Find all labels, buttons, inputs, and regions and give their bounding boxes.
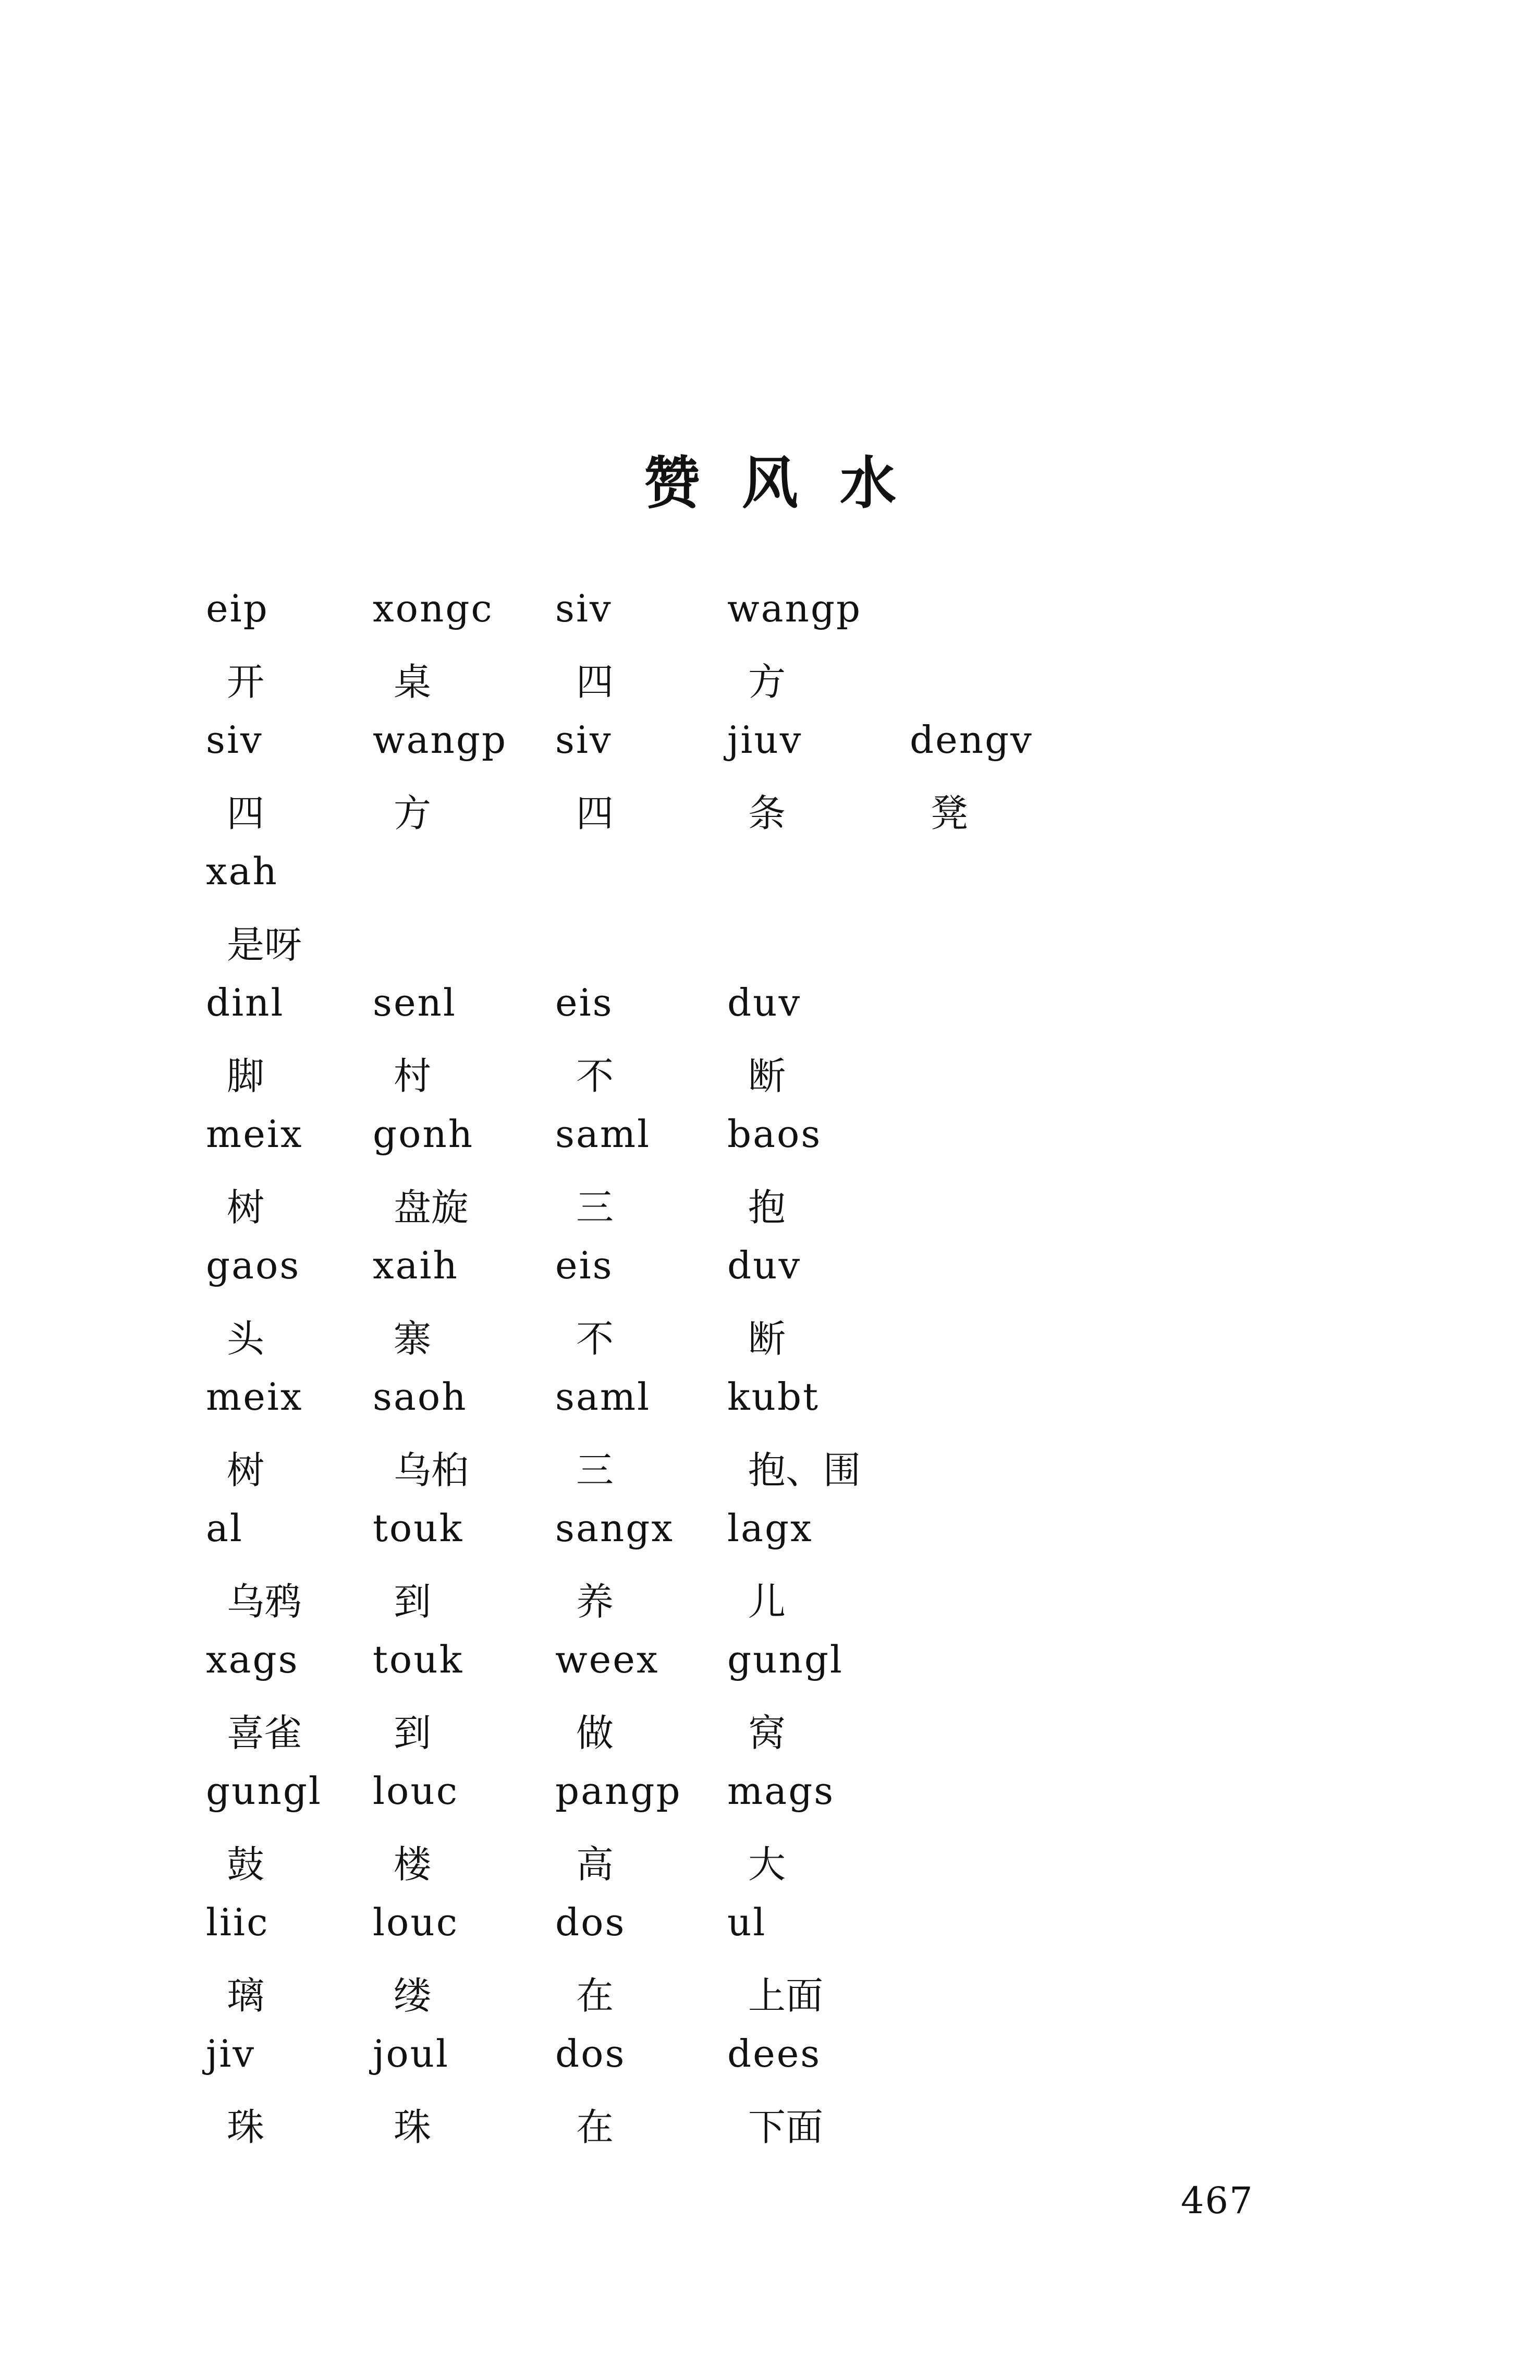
chinese-gloss-word: 到	[394, 1580, 432, 1624]
romanized-word: eis	[555, 1243, 614, 1287]
romanized-word: xah	[206, 849, 278, 893]
romanized-line	[206, 587, 1353, 652]
romanized-word: meix	[206, 1375, 303, 1419]
romanized-line	[206, 718, 1353, 783]
romanized-word: xaih	[373, 1243, 459, 1287]
romanized-word: siv	[555, 718, 613, 762]
chinese-gloss-word: 不	[576, 1317, 614, 1361]
romanized-word: lagx	[727, 1506, 813, 1550]
romanized-word: kubt	[727, 1375, 820, 1419]
chinese-gloss-word: 凳	[931, 791, 969, 835]
chinese-gloss-word: 头	[227, 1317, 265, 1361]
chinese-gloss-word: 养	[576, 1580, 614, 1624]
romanized-word: duv	[727, 1243, 802, 1287]
chinese-gloss-word: 儿	[748, 1580, 786, 1624]
chinese-gloss-line	[206, 1571, 1353, 1638]
chinese-gloss-line	[206, 1703, 1353, 1769]
romanized-line	[206, 1375, 1353, 1440]
romanized-word: mags	[727, 1769, 835, 1813]
chinese-gloss-word: 在	[576, 2105, 614, 2149]
romanized-word: ul	[727, 1900, 767, 1944]
chinese-gloss-word: 脚	[227, 1054, 265, 1098]
chinese-gloss-word: 不	[576, 1054, 614, 1098]
chinese-gloss-word: 楼	[394, 1842, 432, 1886]
page-title: 赞风水	[643, 451, 938, 516]
chinese-gloss-word: 到	[394, 1711, 432, 1755]
romanized-word: jiv	[206, 2032, 256, 2076]
chinese-gloss-line	[206, 2097, 1353, 2163]
chinese-gloss-word: 大	[748, 1842, 786, 1886]
romanized-word: xongc	[373, 587, 494, 630]
chinese-gloss-word: 上面	[748, 1974, 824, 2018]
romanized-word: al	[206, 1506, 243, 1550]
chinese-gloss-word: 在	[576, 1974, 614, 2018]
romanized-word: siv	[555, 587, 613, 630]
romanized-word: eis	[555, 981, 614, 1024]
chinese-gloss-line	[206, 1966, 1353, 2032]
chinese-gloss-line	[206, 1834, 1353, 1900]
romanized-word: joul	[373, 2032, 450, 2076]
romanized-word: weex	[555, 1638, 659, 1681]
chinese-gloss-word: 村	[394, 1054, 432, 1098]
romanized-word: siv	[206, 718, 263, 762]
chinese-gloss-word: 寨	[394, 1317, 432, 1361]
romanized-word: gonh	[373, 1112, 474, 1156]
chinese-gloss-line	[206, 1440, 1353, 1506]
chinese-gloss-word: 条	[748, 791, 786, 835]
chinese-gloss-line	[206, 783, 1353, 849]
chinese-gloss-word: 树	[227, 1186, 265, 1229]
romanized-word: pangp	[555, 1769, 682, 1813]
chinese-gloss-word: 是呀	[227, 923, 302, 967]
chinese-gloss-word: 四	[227, 791, 265, 835]
romanized-line	[206, 1769, 1353, 1834]
romanized-word: dos	[555, 1900, 626, 1944]
chinese-gloss-word: 方	[748, 660, 786, 704]
chinese-gloss-word: 珠	[227, 2105, 265, 2149]
chinese-gloss-word: 四	[576, 660, 614, 704]
romanized-word: louc	[373, 1769, 459, 1813]
chinese-gloss-line	[206, 1177, 1353, 1243]
romanized-word: senl	[373, 981, 457, 1024]
romanized-word: duv	[727, 981, 802, 1024]
chinese-gloss-word: 抱	[748, 1186, 786, 1229]
page-number: 467	[1181, 2179, 1254, 2222]
romanized-word: dos	[555, 2032, 626, 2076]
romanized-word: baos	[727, 1112, 822, 1156]
romanized-word: saml	[555, 1375, 651, 1419]
romanized-line	[206, 1638, 1353, 1703]
romanized-word: xags	[206, 1638, 299, 1681]
chinese-gloss-word: 下面	[748, 2105, 824, 2149]
romanized-word: wangp	[373, 718, 508, 762]
chinese-gloss-word: 盘旋	[394, 1186, 469, 1229]
interlinear-text	[206, 587, 1353, 2163]
romanized-line	[206, 1112, 1353, 1177]
chinese-gloss-word: 窝	[748, 1711, 786, 1755]
romanized-word: dinl	[206, 981, 285, 1024]
chinese-gloss-word: 乌桕	[394, 1448, 469, 1492]
romanized-word: dees	[727, 2032, 822, 2076]
romanized-word: wangp	[727, 587, 862, 630]
chinese-gloss-word: 断	[748, 1054, 786, 1098]
chinese-gloss-word: 断	[748, 1317, 786, 1361]
chinese-gloss-word: 高	[576, 1842, 614, 1886]
romanized-word: louc	[373, 1900, 459, 1944]
romanized-line	[206, 2032, 1353, 2097]
chinese-gloss-line	[206, 652, 1353, 718]
romanized-word: sangx	[555, 1506, 674, 1550]
romanized-word: gungl	[727, 1638, 844, 1681]
chinese-gloss-line	[206, 914, 1353, 981]
romanized-word: liic	[206, 1900, 270, 1944]
chinese-gloss-word: 开	[227, 660, 265, 704]
chinese-gloss-word: 鼓	[227, 1842, 265, 1886]
romanized-line	[206, 849, 1353, 914]
romanized-line	[206, 1243, 1353, 1309]
romanized-word: meix	[206, 1112, 303, 1156]
chinese-gloss-word: 方	[394, 791, 432, 835]
chinese-gloss-line	[206, 1309, 1353, 1375]
romanized-line	[206, 981, 1353, 1046]
chinese-gloss-word: 璃	[227, 1974, 265, 2018]
romanized-word: saoh	[373, 1375, 468, 1419]
romanized-word: dengv	[910, 718, 1033, 762]
romanized-word: saml	[555, 1112, 651, 1156]
romanized-word: touk	[373, 1638, 464, 1681]
chinese-gloss-line	[206, 1046, 1353, 1112]
romanized-word: touk	[373, 1506, 464, 1550]
chinese-gloss-word: 四	[576, 791, 614, 835]
romanized-word: gaos	[206, 1243, 301, 1287]
chinese-gloss-word: 三	[576, 1186, 614, 1229]
romanized-word: jiuv	[727, 718, 803, 762]
chinese-gloss-word: 喜雀	[227, 1711, 302, 1755]
romanized-line	[206, 1506, 1353, 1571]
romanized-line	[206, 1900, 1353, 1966]
chinese-gloss-word: 乌鸦	[227, 1580, 302, 1624]
romanized-word: eip	[206, 587, 269, 630]
chinese-gloss-word: 树	[227, 1448, 265, 1492]
romanized-word: gungl	[206, 1769, 322, 1813]
chinese-gloss-word: 珠	[394, 2105, 432, 2149]
chinese-gloss-word: 桌	[394, 660, 432, 704]
chinese-gloss-word: 三	[576, 1448, 614, 1492]
chinese-gloss-word: 抱、围	[748, 1448, 861, 1492]
chinese-gloss-word: 做	[576, 1711, 614, 1755]
chinese-gloss-word: 缕	[394, 1974, 432, 2018]
